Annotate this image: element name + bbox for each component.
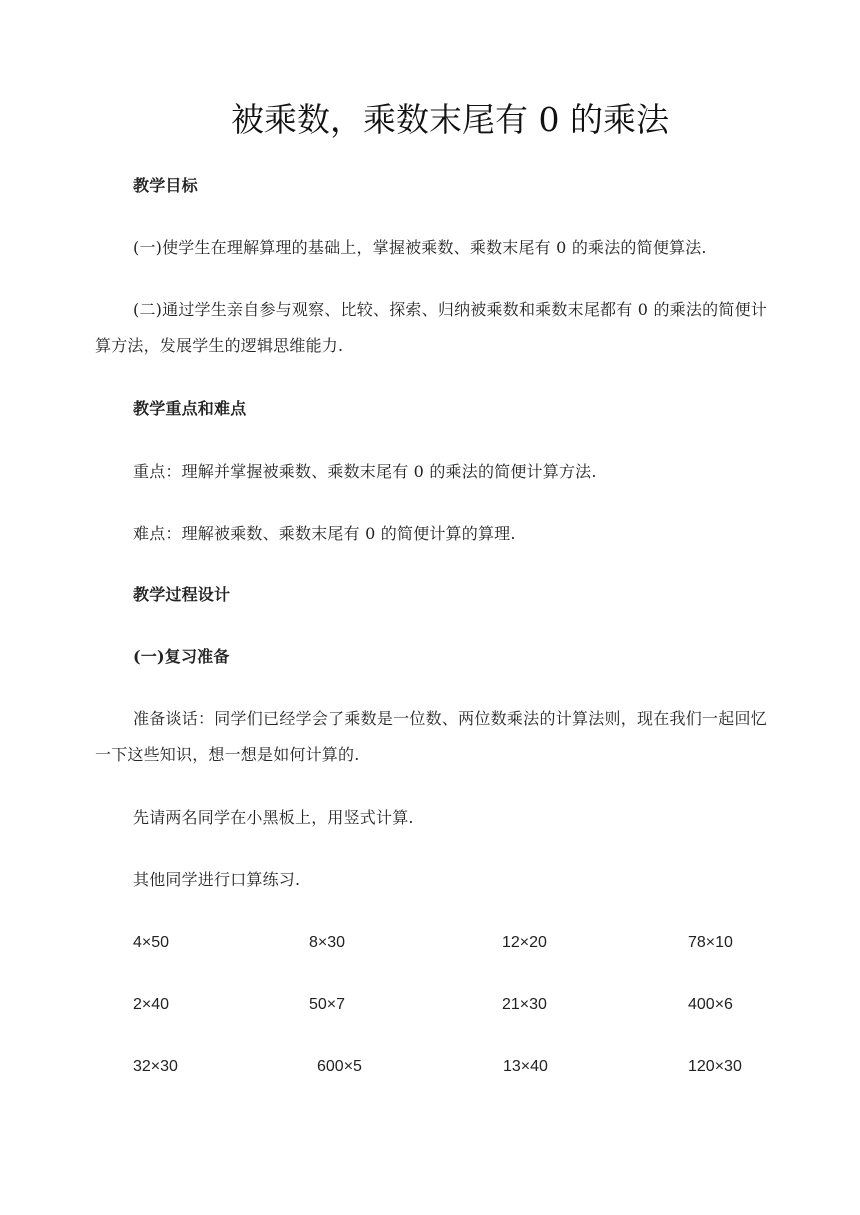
blackboard-instruction: 先请两名同学在小黑板上，用竖式计算. — [133, 808, 414, 827]
key-point: 重点：理解并掌握被乘数、乘数末尾有 0 的乘法的简便计算方法. — [133, 462, 597, 481]
difficult-point: 难点：理解被乘数、乘数末尾有 0 的简便计算的算理. — [133, 524, 516, 543]
oral-instruction: 其他同学进行口算练习. — [133, 870, 301, 889]
exercise-item: 4×50 — [133, 934, 170, 951]
exercise-row — [0, 1055, 860, 1079]
exercise-item: 600×5 — [317, 1058, 362, 1075]
goal-heading: 教学目标 — [133, 176, 198, 195]
exercise-row — [0, 993, 860, 1017]
goal-2: (二)通过学生亲自参与观察、比较、探索、归纳被乘数和乘数末尾都有 0 的乘法的简便计算方法，发展学生的逻辑思维能力. — [95, 300, 767, 355]
document-title: 被乘数，乘数末尾有 0 的乘法 — [231, 100, 669, 139]
exercise-item: 12×20 — [502, 934, 547, 951]
key-heading: 教学重点和难点 — [133, 399, 247, 418]
exercise-item: 13×40 — [503, 1058, 548, 1075]
review-talk: 准备谈话：同学们已经学会了乘数是一位数、两位数乘法的计算法则，现在我们一起回忆一下这些知识，想一想是如何计算的. — [95, 709, 767, 764]
exercise-row — [0, 931, 860, 955]
exercise-item: 78×10 — [688, 934, 733, 951]
process-heading: 教学过程设计 — [133, 585, 231, 604]
exercise-item: 400×6 — [688, 996, 733, 1013]
exercise-item: 2×40 — [133, 996, 170, 1013]
exercise-item: 21×30 — [502, 996, 547, 1013]
exercise-item: 50×7 — [309, 996, 346, 1013]
review-heading: (一)复习准备 — [133, 647, 230, 666]
exercise-item: 32×30 — [133, 1058, 178, 1075]
exercise-item: 120×30 — [688, 1058, 742, 1075]
exercise-item: 8×30 — [309, 934, 346, 951]
goal-1: (一)使学生在理解算理的基础上，掌握被乘数、乘数末尾有 0 的乘法的简便算法. — [133, 238, 707, 257]
